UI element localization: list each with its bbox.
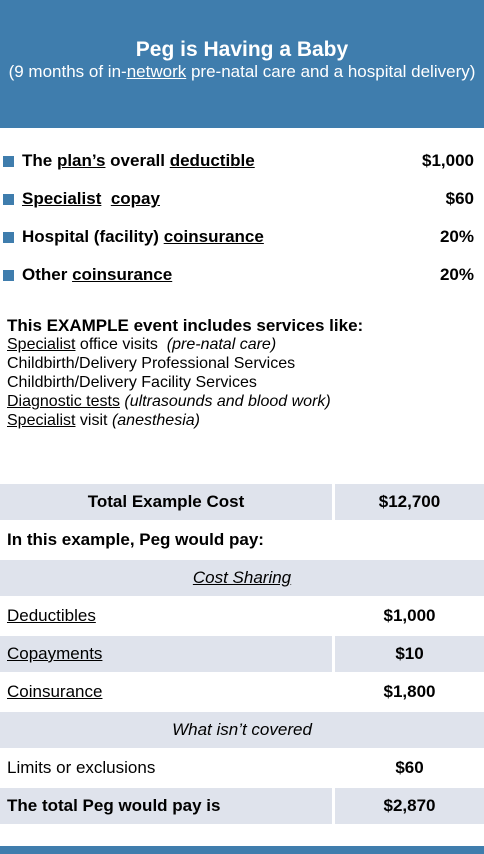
grand-total-value: $2,870 — [332, 788, 484, 824]
service-line — [7, 373, 477, 392]
subtitle-suffix: pre-natal care and a hospital delivery) — [186, 62, 476, 81]
page-subtitle — [0, 62, 484, 82]
coinsurance-row — [0, 674, 484, 712]
bottom-bar — [0, 846, 484, 854]
copayments-label[interactable]: Copayments — [7, 644, 103, 663]
benefit-label — [22, 265, 172, 285]
benefit-row — [0, 180, 484, 218]
deductibles-value: $1,000 — [332, 598, 484, 634]
benefit-value: $60 — [445, 189, 474, 208]
services-heading: This EXAMPLE event includes services like: — [7, 316, 364, 335]
limits-value: $60 — [332, 750, 484, 786]
copayments-row — [0, 636, 484, 674]
service-line — [7, 354, 477, 373]
cost-sharing-row — [0, 560, 484, 598]
benefit-label — [22, 151, 255, 171]
service-note: (anesthesia) — [111, 412, 200, 429]
benefit-label-text: overall — [105, 151, 170, 170]
network-link[interactable]: network — [126, 62, 187, 81]
service-text: Childbirth/Delivery Professional Services — [7, 355, 296, 372]
service-text: office visits — [75, 336, 167, 353]
limits-row — [0, 750, 484, 788]
not-covered-row — [0, 712, 484, 750]
coinsurance-label[interactable]: Coinsurance — [7, 682, 103, 701]
limits-label: Limits or exclusions — [7, 758, 156, 777]
subtitle-prefix: (9 months of in- — [8, 62, 127, 81]
bullet-square-icon — [3, 194, 14, 205]
benefit-label — [22, 189, 160, 209]
service-line — [7, 411, 477, 430]
grand-total-label: The total Peg would pay is — [7, 796, 221, 815]
service-line — [7, 335, 477, 354]
glossary-link[interactable]: coinsurance — [72, 265, 173, 284]
deductibles-row — [0, 598, 484, 636]
total-cost-label: Total Example Cost — [87, 492, 245, 511]
bullet-square-icon — [3, 270, 14, 281]
glossary-link[interactable]: copay — [110, 189, 160, 208]
benefit-value: $1,000 — [422, 151, 474, 170]
services-lines — [7, 335, 477, 430]
page-title: Peg is Having a Baby — [135, 38, 349, 61]
glossary-link[interactable]: deductible — [169, 151, 255, 170]
benefits-list — [0, 142, 484, 294]
benefit-row — [0, 256, 484, 294]
benefit-label-text: Hospital (facility) — [22, 227, 164, 246]
pay-heading: In this example, Peg would pay: — [7, 530, 264, 549]
benefit-value: 20% — [439, 265, 474, 284]
glossary-link[interactable]: Specialist — [22, 189, 102, 208]
glossary-link[interactable]: plan’s — [56, 151, 106, 170]
benefit-value: 20% — [439, 227, 474, 246]
benefit-label-text — [101, 189, 110, 208]
service-text: visit — [75, 412, 112, 429]
coinsurance-value: $1,800 — [332, 674, 484, 710]
services-section — [7, 316, 477, 430]
grand-total-row — [0, 788, 484, 826]
benefit-label-text: Other — [22, 265, 73, 284]
benefit-row — [0, 218, 484, 256]
total-cost-row — [0, 484, 484, 522]
deductibles-label[interactable]: Deductibles — [7, 606, 96, 625]
glossary-link[interactable]: coinsurance — [163, 227, 264, 246]
header-banner — [0, 0, 484, 128]
service-line — [7, 392, 477, 411]
cost-table — [0, 484, 484, 826]
service-note: (pre-natal care) — [166, 336, 277, 353]
glossary-link[interactable]: Specialist — [7, 412, 76, 429]
bullet-square-icon — [3, 232, 14, 243]
glossary-link[interactable]: Diagnostic tests — [7, 393, 120, 410]
pay-heading-row — [0, 522, 484, 560]
total-cost-value: $12,700 — [332, 484, 484, 520]
benefit-row — [0, 142, 484, 180]
benefit-label-text: The — [22, 151, 57, 170]
glossary-link[interactable]: Specialist — [7, 336, 76, 353]
bullet-square-icon — [3, 156, 14, 167]
copayments-value: $10 — [332, 636, 484, 672]
service-text: Childbirth/Delivery Facility Services — [7, 374, 257, 391]
benefit-label — [22, 227, 264, 247]
cost-sharing-label[interactable]: Cost Sharing — [192, 568, 292, 587]
service-note: (ultrasounds and blood work) — [124, 393, 331, 410]
not-covered-label: What isn’t covered — [172, 720, 312, 739]
